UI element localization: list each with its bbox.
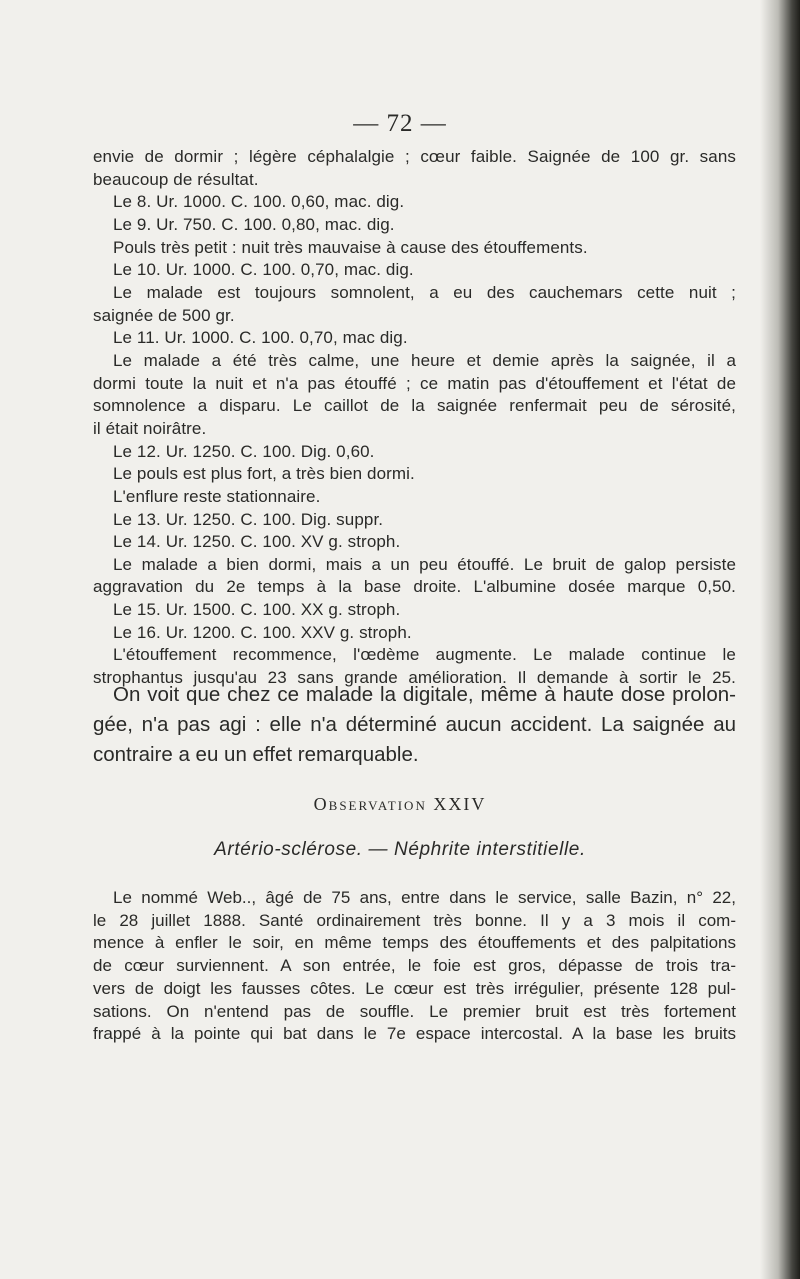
text-line: Le nommé Web.., âgé de 75 ans, entre dans le service, salle Bazin, n° 22, [113, 888, 736, 907]
text-line: Le pouls est plus fort, a très bien dormi. [113, 464, 415, 484]
text-line: Le 12. Ur. 1250. C. 100. Dig. 0,60. [113, 441, 375, 461]
page-edge-shadow [760, 0, 800, 1279]
text-line: mence à enfler le soir, en même temps des étouffements et des palpitations [93, 933, 736, 953]
text-line: beaucoup de résultat. [93, 169, 259, 189]
text-line: Le 15. Ur. 1500. C. 100. XX g. stroph. [113, 600, 401, 620]
text-line: frappé à la pointe qui bat dans le 7e espace intercostal. A la base les bruits [93, 1024, 736, 1044]
page-number: — 72 — [353, 110, 447, 137]
text-line: L'étouffement recommence, l'œdème augmente. Le malade continue le [113, 645, 736, 665]
text-line: Le malade a bien dormi, mais a un peu étouffé. Le bruit de galop persiste [113, 554, 736, 574]
text-line: L'enflure reste stationnaire. [113, 486, 321, 506]
text-line: Pouls très petit : nuit très mauvaise à cause des étouffements. [113, 237, 588, 257]
text-line: dormi toute la nuit et n'a pas étouffé ; ce matin pas d'étouffement et l'état de [93, 373, 736, 393]
conclusion-paragraph [93, 680, 736, 770]
text-line: Le 13. Ur. 1250. C. 100. Dig. suppr. [113, 509, 384, 529]
case-notes [93, 146, 736, 690]
observation-title: Observation XXIV [313, 794, 487, 814]
text-line: gée, n'a pas agi : elle n'a déterminé aucun accident. La saignée au [93, 713, 736, 736]
text-line: il était noirâtre. [93, 418, 207, 438]
text-line: Le 11. Ur. 1000. C. 100. 0,70, mac dig. [113, 328, 408, 348]
text-line: contraire a eu un effet remarquable. [93, 743, 419, 766]
text-line: saignée de 500 gr. [93, 305, 235, 325]
text-line: somnolence a disparu. Le caillot de la saignée renfermait peu de sérosité, [93, 396, 736, 416]
text-line: strophantus jusqu'au 23 sans grande amélioration. Il demande à sortir le 25. [93, 668, 736, 688]
text-line: Le malade a été très calme, une heure et demie après la saignée, il a [113, 350, 736, 370]
text-line: de cœur surviennent. A son entrée, le foie est gros, dépasse de trois tra- [93, 956, 736, 976]
text-line: vers de doigt les fausses côtes. Le cœur est très irrégulier, présente 128 pul- [93, 978, 736, 998]
text-line: Le malade est toujours somnolent, a eu des cauchemars cette nuit ; [113, 282, 736, 302]
text-line: Le 8. Ur. 1000. C. 100. 0,60, mac. dig. [113, 192, 405, 212]
observation-subtitle: Artério-sclérose. — Néphrite interstitielle. [214, 839, 586, 860]
text-line: aggravation du 2e temps à la base droite. L'albumine dosée marque 0,50. [93, 577, 736, 597]
text-line: Le 16. Ur. 1200. C. 100. XXV g. stroph. [113, 622, 412, 642]
observation-body [93, 887, 736, 1046]
text-line: sations. On n'entend pas de souffle. Le premier bruit est très fortement [93, 1001, 736, 1021]
text-line: Le 14. Ur. 1250. C. 100. XV g. stroph. [113, 532, 401, 552]
text-line: Le 9. Ur. 750. C. 100. 0,80, mac. dig. [113, 214, 395, 234]
text-line: envie de dormir ; légère céphalalgie ; cœur faible. Saignée de 100 gr. sans [93, 147, 736, 166]
text-line: On voit que chez ce malade la digitale, même à haute dose prolon- [113, 683, 736, 706]
text-line: Le 10. Ur. 1000. C. 100. 0,70, mac. dig. [113, 260, 414, 280]
text-line: le 28 juillet 1888. Santé ordinairement très bonne. Il y a 3 mois il com- [93, 910, 736, 930]
